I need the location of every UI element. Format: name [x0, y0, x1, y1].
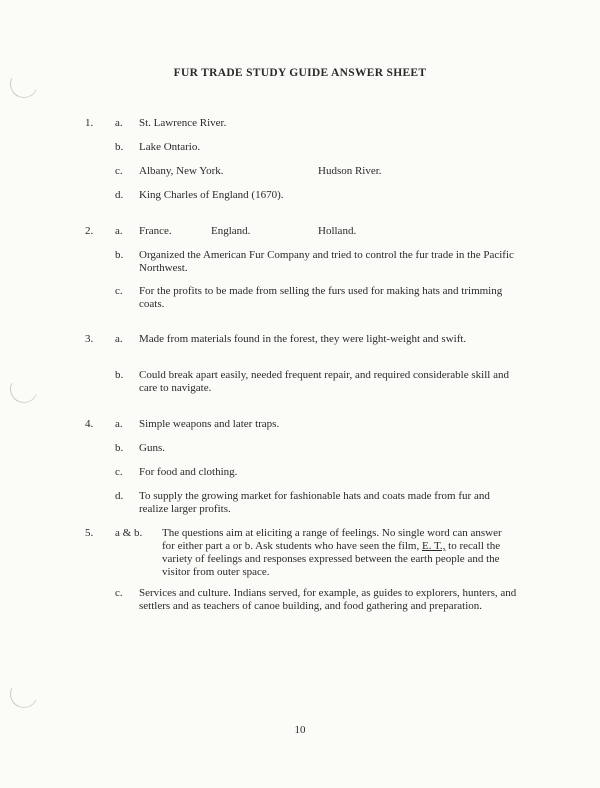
- answer-text: Guns.: [139, 442, 165, 454]
- binder-hole-mark: [6, 371, 42, 407]
- answer-text: St. Lawrence River.: [139, 117, 227, 129]
- answer-text: England.: [211, 225, 251, 237]
- answer-letter: b.: [115, 249, 124, 261]
- answer-text: To supply the growing market for fashionable hats and coats made from fur and realize larger profits.: [139, 490, 490, 515]
- film-title: E. T.,: [421, 540, 446, 552]
- answer-text: Made from materials found in the forest, they were light-weight and swift.: [139, 333, 467, 345]
- answer-text: For the profits to be made from selling the furs used for making hats and trimming coats.: [139, 285, 503, 310]
- page-number: 10: [294, 724, 306, 736]
- question-number: 5.: [85, 527, 94, 539]
- answer-text: Services and culture. Indians served, for example, as guides to explorers, hunters, and settlers and as teachers of canoe building, and food gathering and preparation.: [139, 587, 517, 612]
- answer-text: Lake Ontario.: [139, 141, 201, 153]
- answer-text: King Charles of England (1670).: [139, 189, 284, 201]
- answer-text: Could break apart easily, needed frequent repair, and required considerable skill and care to navigate.: [139, 369, 509, 394]
- answer-letter: a.: [115, 225, 123, 237]
- answer-text: Simple weapons and later traps.: [139, 418, 280, 430]
- answer-letter: c.: [115, 466, 123, 478]
- answer-text: Holland.: [318, 225, 357, 237]
- question-number: 3.: [85, 333, 94, 345]
- question-number: 4.: [85, 418, 94, 430]
- answer-text-part: to recall the variety of feelings and responses expressed between the earth people and the visitor from outer space.: [162, 540, 501, 578]
- answer-letter: b.: [115, 369, 124, 381]
- answer-letter: a.: [115, 418, 123, 430]
- answer-letter: a & b.: [115, 527, 143, 539]
- answer-text: Hudson River.: [318, 165, 382, 177]
- page-title: FUR TRADE STUDY GUIDE ANSWER SHEET: [173, 67, 427, 79]
- answer-letter: b.: [115, 141, 124, 153]
- answer-letter: c.: [115, 587, 123, 599]
- answer-text: Organized the American Fur Company and tried to control the fur trade in the Pacific Northwest.: [139, 249, 514, 274]
- answer-letter: a.: [115, 117, 123, 129]
- answer-text: [162, 527, 517, 579]
- answer-text: Albany, New York.: [139, 165, 224, 177]
- answer-letter: a.: [115, 333, 123, 345]
- answer-letter: b.: [115, 442, 124, 454]
- answer-text: France.: [139, 225, 172, 237]
- answer-letter: c.: [115, 165, 123, 177]
- binder-hole-mark: [6, 676, 42, 712]
- answer-text: For food and clothing.: [139, 466, 238, 478]
- answer-letter: c.: [115, 285, 123, 297]
- answer-letter: d.: [115, 490, 124, 502]
- answer-letter: d.: [115, 189, 124, 201]
- question-number: 2.: [85, 225, 94, 237]
- answer-text-part: The questions aim at eliciting a range of feelings. No single word can answer for either part a or b. Ask students who have seen the film,: [162, 527, 502, 552]
- question-number: 1.: [85, 117, 94, 129]
